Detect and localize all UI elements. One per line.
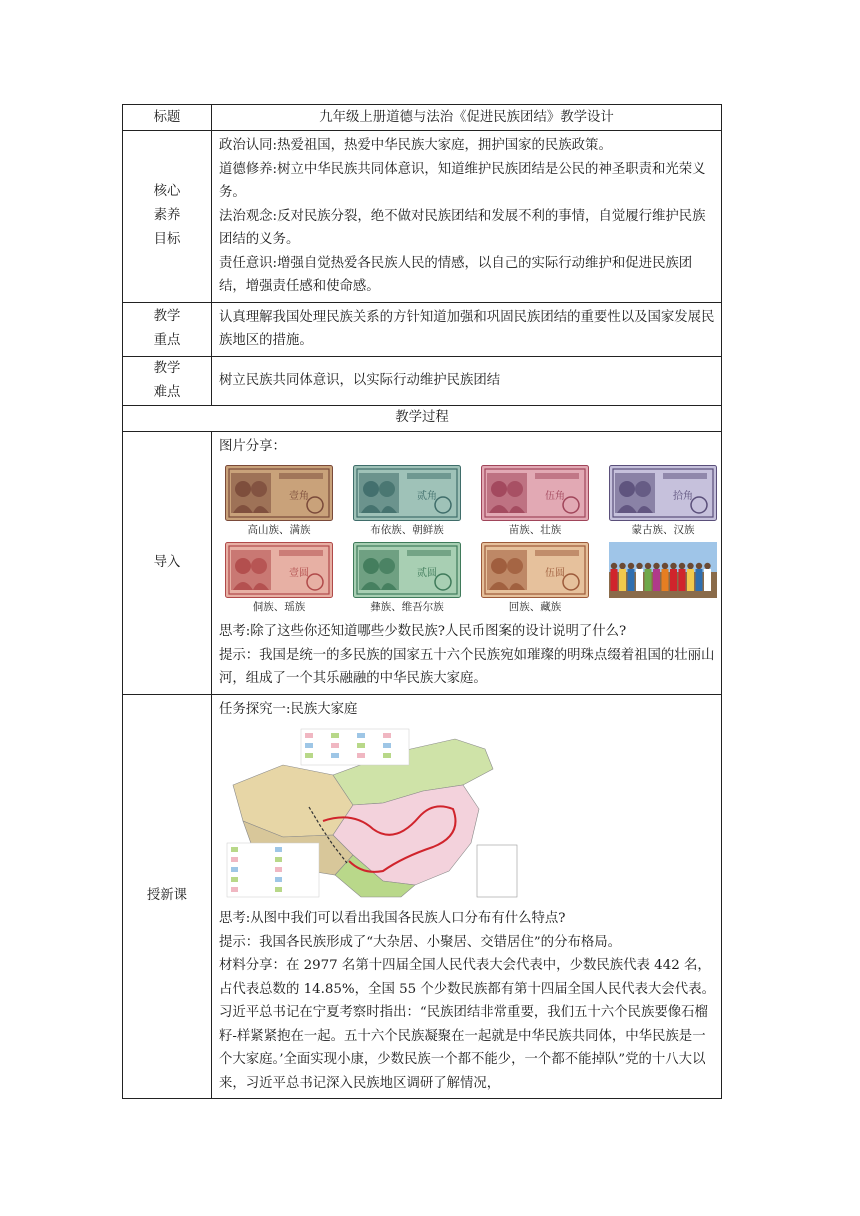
key-point-row — [123, 302, 722, 356]
difficulty-row — [123, 356, 722, 405]
banknote-item — [604, 542, 722, 615]
difficulty-label — [123, 356, 212, 405]
literacy-row — [123, 131, 722, 303]
ethnic-distribution-map — [223, 725, 523, 901]
banknote-value: 拾角 — [673, 491, 693, 502]
banknote-value: 贰角 — [417, 491, 437, 502]
literacy-item: 法治观念:反对民族分裂，绝不做对民族团结和发展不利的事情，自觉履行维护民族团结的义务。 — [219, 208, 706, 247]
difficulty-label-line: 难点 — [153, 384, 181, 400]
banknote-item — [348, 465, 466, 538]
banknote-caption: 布依族、朝鲜族 — [370, 524, 444, 536]
banknote-value: 壹角 — [289, 491, 309, 502]
literacy-label-line: 核心 — [153, 184, 181, 200]
literacy-label-line: 目标 — [153, 232, 181, 248]
banknote-item — [220, 542, 338, 615]
literacy-content — [212, 131, 722, 303]
intro-question: 思考:除了这些你还知道哪些少数民族?人民币图案的设计说明了什么? — [219, 624, 627, 639]
literacy-label-line: 素养 — [153, 208, 181, 224]
new-hint: 提示：我国各民族形成了“大杂居、小聚居、交错居住”的分布格局。 — [219, 934, 622, 950]
intro-heading: 图片分享： — [219, 438, 286, 454]
banknote-item — [348, 542, 466, 615]
ethnic-group-photo — [609, 542, 717, 598]
literacy-item: 责任意识:增强自觉热爱各民族人民的情感，以自己的实际行动维护和促进民族团结，增强责任感和使命感。 — [219, 255, 693, 294]
banknote-image — [609, 465, 717, 521]
process-header-row — [123, 405, 722, 431]
intro-hint: 提示：我国是统一的多民族的国家五十六个民族宛如璀璨的明珠点缀着祖国的壮丽山河，组成了一个其乐融融的中华民族大家庭。 — [219, 647, 715, 686]
difficulty-paragraph: 树立民族共同体意识，以实际行动维护民族团结 — [219, 372, 501, 388]
process-header: 教学过程 — [123, 405, 722, 431]
banknote-image — [225, 465, 333, 521]
key-label-line: 教学 — [153, 309, 181, 324]
task-title: 任务探究一:民族大家庭 — [219, 701, 358, 717]
intro-content — [212, 431, 722, 694]
difficulty-text — [212, 356, 722, 405]
material-paragraph: 材料分享：在 2977 名第十四届全国人民代表大会代表中，少数民族代表 442 名，占代表总数的 14.85%，全国 55 个少数民族都有第十四届全国人民代表大会代表。 — [219, 958, 715, 997]
banknote-item — [220, 465, 338, 538]
banknote-image — [481, 465, 589, 521]
new-question: 思考:从图中我们可以看出我国各民族人口分布有什么特点? — [219, 911, 566, 926]
intro-label: 导入 — [123, 431, 212, 694]
banknote-caption: 侗族、瑶族 — [252, 601, 306, 613]
map-inset-south-sea — [477, 845, 517, 897]
lesson-plan-table — [122, 104, 722, 1099]
banknote-image — [225, 542, 333, 598]
banknote-caption: 蒙古族、汉族 — [631, 524, 695, 536]
map-legend-top — [301, 729, 409, 765]
banknote-caption: 高山族、满族 — [247, 524, 311, 536]
banknote-image — [353, 542, 461, 598]
banknote-image — [353, 465, 461, 521]
key-point-paragraph: 认真理解我国处理民族关系的方针知道加强和巩固民族团结的重要性以及国家发展民族地区的措施。 — [219, 309, 715, 348]
banknote-value: 壹圆 — [289, 568, 309, 579]
new-lesson-row — [123, 694, 722, 1099]
literacy-item: 政治认同:热爱祖国，热爱中华民族大家庭，拥护国家的民族政策。 — [219, 138, 612, 153]
banknote-caption: 苗族、壮族 — [508, 524, 562, 536]
map-legend-bottom — [227, 843, 319, 897]
quote-paragraph: 习近平总书记在宁夏考察时指出：“民族团结非常重要，我们五十六个民族要像石榴籽-样紧紧抱在一起。五十六个民族凝聚在一起就是中华民族共同体，中华民族是一个大家庭。’全面实现小康，少数民族一个都不能少，一个都不能掉队”党的十八大以来，习近平总书记深入民族地区调研了解情况， — [219, 1005, 708, 1091]
key-point-text — [212, 302, 722, 356]
banknote-caption: 彝族、维吾尔族 — [370, 601, 444, 613]
new-lesson-content — [212, 694, 722, 1099]
key-point-label — [123, 302, 212, 356]
banknote-item — [476, 465, 594, 538]
banknote-item — [604, 465, 722, 538]
title-label: 标题 — [123, 105, 212, 131]
difficulty-label-line: 教学 — [153, 360, 181, 376]
banknote-value: 贰圆 — [417, 568, 437, 579]
literacy-label — [123, 131, 212, 303]
banknote-item — [476, 542, 594, 615]
title-row — [123, 105, 722, 131]
title-value: 九年级上册道德与法治《促进民族团结》教学设计 — [212, 105, 722, 131]
new-lesson-label: 授新课 — [123, 694, 212, 1099]
banknote-value: 伍圆 — [545, 568, 565, 579]
key-label-line: 重点 — [153, 333, 181, 348]
banknote-caption: 回族、藏族 — [508, 601, 562, 613]
banknote-image — [481, 542, 589, 598]
banknote-value: 伍角 — [545, 491, 565, 502]
literacy-item: 道德修养:树立中华民族共同体意识，知道维护民族团结是公民的神圣职责和光荣义务。 — [219, 161, 706, 200]
intro-row — [123, 431, 722, 694]
china-map-image — [223, 725, 523, 901]
banknote-gallery — [220, 465, 715, 615]
